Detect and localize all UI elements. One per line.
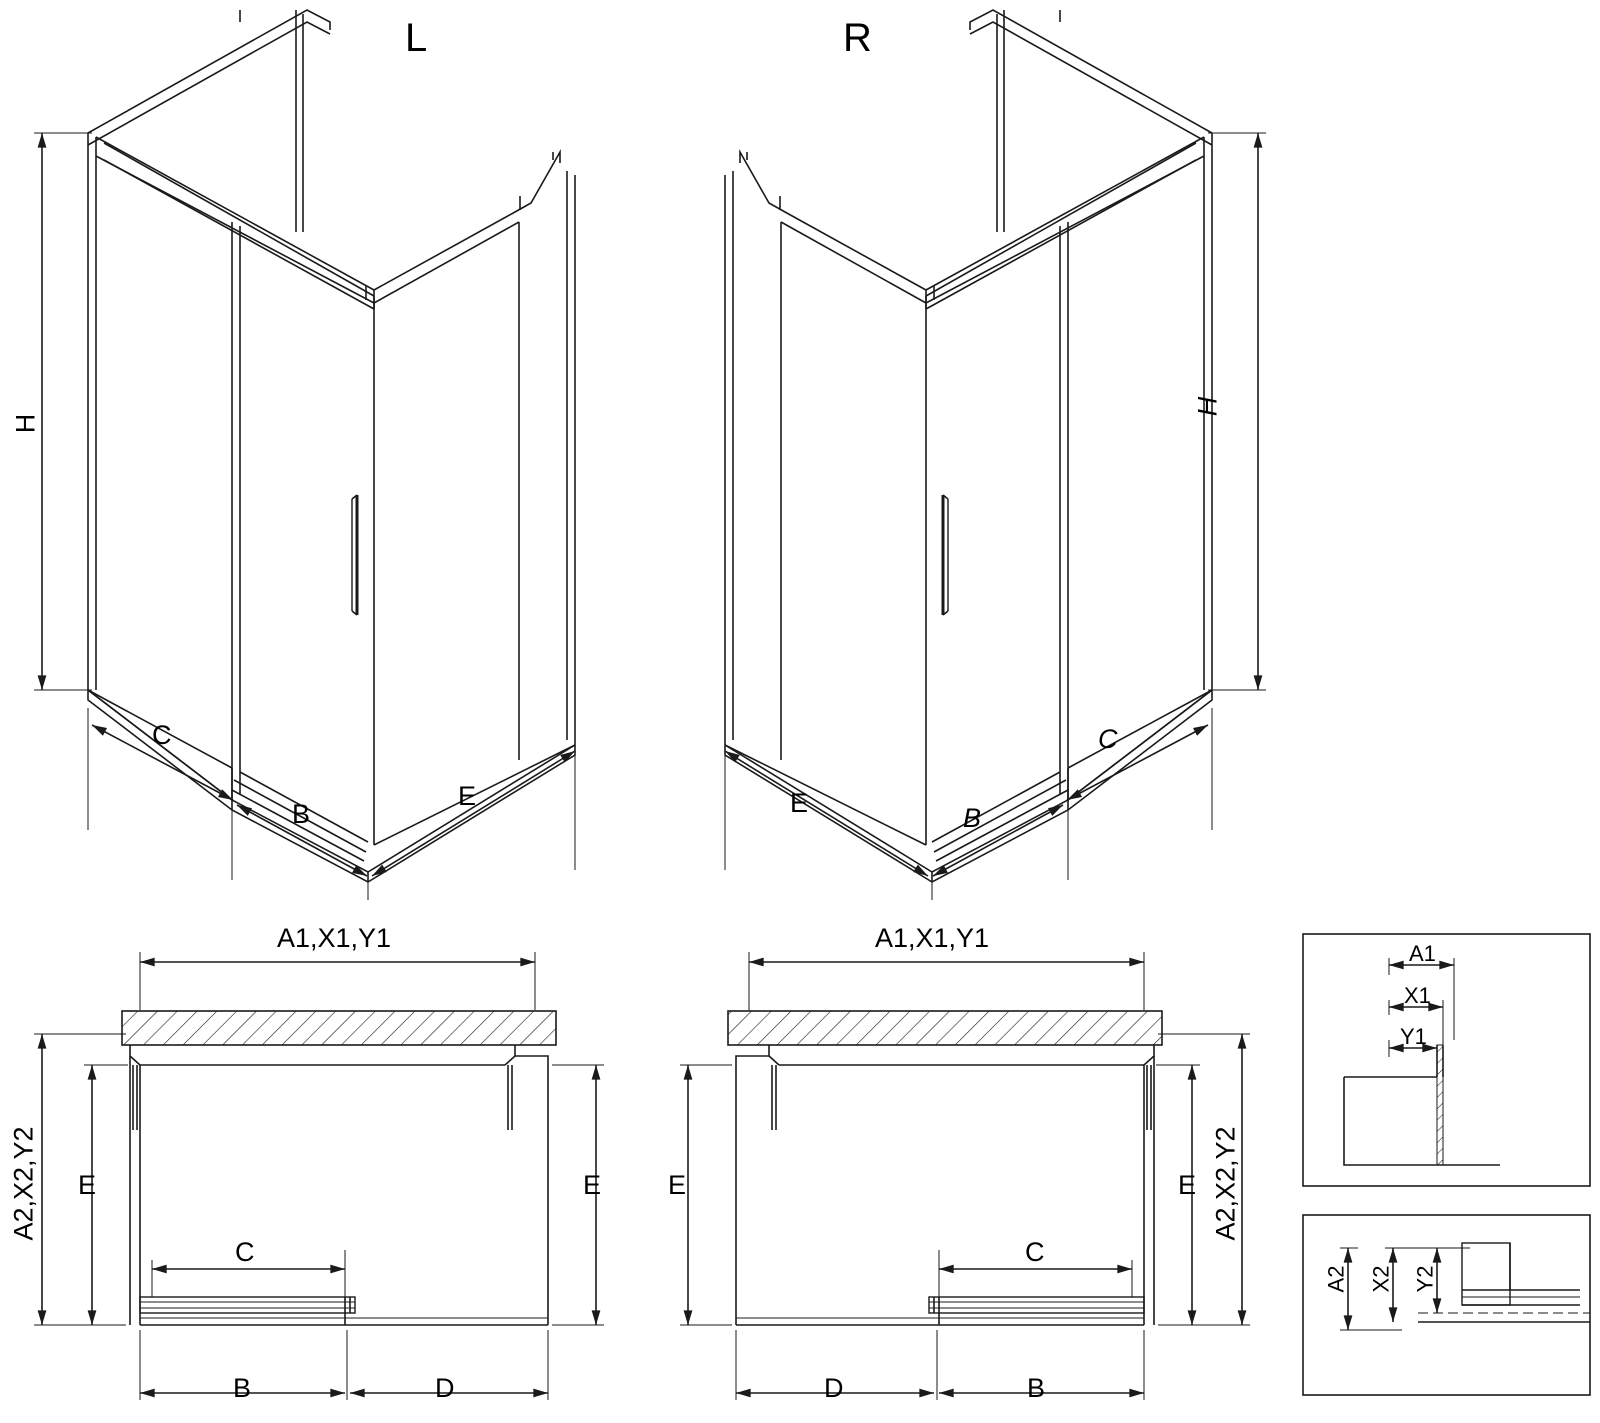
detail-top-label-y1: Y1 [1400, 1024, 1427, 1049]
plan-right-bottom-left-dim: D [824, 1373, 844, 1403]
plan-right-inner-right-dim: E [1178, 1170, 1197, 1200]
dim-b-iso-right: B [963, 803, 982, 833]
variant-label-left: L [405, 16, 428, 60]
dim-b-iso-left: B [292, 799, 311, 829]
dim-h-right: H [1192, 396, 1223, 417]
plan-left-bottom-left-dim: B [233, 1373, 252, 1403]
plan-left-bottom-right-dim: D [435, 1373, 455, 1403]
plan-left-middle-dim: C [235, 1237, 255, 1267]
detail-bottom-label-y2: Y2 [1412, 1265, 1438, 1293]
iso-view-left [34, 10, 575, 900]
plan-right-side-dim: A2,X2,Y2 [1210, 1126, 1241, 1241]
detail-bottom [1303, 1215, 1590, 1395]
detail-top-label-a1: A1 [1409, 941, 1436, 966]
dim-c-iso-left: C [152, 720, 172, 750]
plan-right-middle-dim: C [1025, 1237, 1045, 1267]
dim-e-iso-left: E [458, 781, 477, 811]
plan-right-top-dim: A1,X1,Y1 [875, 923, 990, 953]
detail-top [1303, 934, 1590, 1186]
detail-bottom-label-a2: A2 [1323, 1265, 1349, 1293]
plan-left-inner-left-dim: E [78, 1170, 97, 1200]
dim-e-iso-right: E [790, 788, 809, 818]
detail-bottom-label-x2: X2 [1368, 1265, 1394, 1293]
plan-right-bottom-right-dim: B [1027, 1373, 1046, 1403]
plan-left-inner-right-dim: E [583, 1170, 602, 1200]
plan-left-side-dim: A2,X2,Y2 [8, 1126, 39, 1241]
dim-h-left: H [10, 413, 41, 434]
plan-view-left [34, 952, 604, 1403]
dim-c-iso-right: C [1098, 724, 1118, 754]
plan-view-right [680, 952, 1250, 1403]
iso-view-right [725, 10, 1266, 900]
variant-label-right: R [843, 16, 872, 60]
plan-left-top-dim: A1,X1,Y1 [277, 923, 392, 953]
detail-top-label-x1: X1 [1404, 983, 1431, 1008]
plan-right-inner-left-dim: E [668, 1170, 687, 1200]
